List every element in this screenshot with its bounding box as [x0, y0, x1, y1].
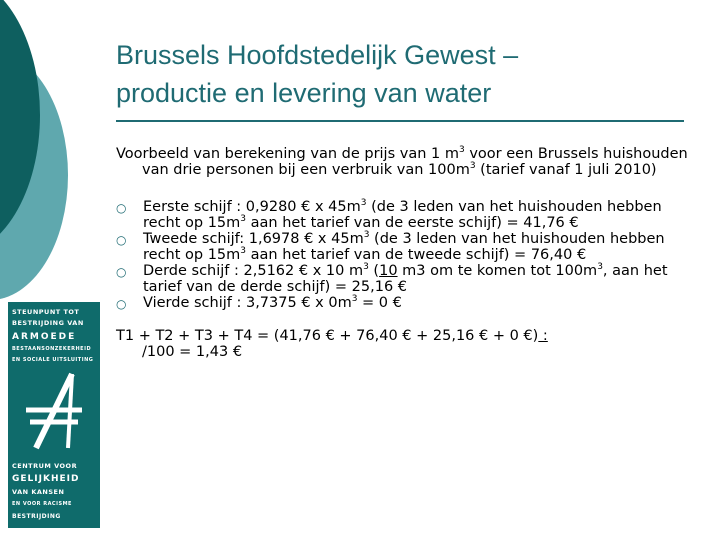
logo-text: EN VOOR RACISME — [12, 501, 72, 507]
circle-bullet-icon: ○ — [116, 201, 127, 215]
total-calculation: T1 + T2 + T3 + T4 = (41,76 € + 76,40 € + 25,16 € + 0 €) : /100 = 1,43 € — [116, 328, 548, 360]
slide-title — [116, 36, 696, 112]
circle-bullet-icon: ○ — [116, 297, 127, 311]
title-divider — [116, 120, 684, 122]
list-item: ○ Derde schijf : 2,5162 € x 10 $m^3$ (10 m3 om te komen tot $100m^3$, aan het tarief van de derde schijf) = 25,16 € — [116, 262, 668, 295]
logo-emblem-icon — [18, 370, 90, 452]
logo-text: BESTRIJDING — [12, 513, 61, 520]
bullet-list — [116, 199, 696, 311]
list-item: ○ Eerste schijf : 0,9280 € x $45m^3$ (de 3 leden van het huishouden hebben recht op $15m^3$ aan het tarief van de eerste schijf) = 41,76 € — [116, 198, 662, 231]
intro-paragraph: Voorbeeld van berekening van de prijs van 1 $m^3$ voor een Brussels huishouden van drie personen bij een verbruik van $100m^3$ (tarief vanaf 1 juli 2010) — [116, 145, 688, 178]
logo-text: BESTAANSONZEKERHEID — [12, 346, 92, 352]
logo-text: STEUNPUNT TOT — [12, 308, 80, 316]
title-line: productie en levering van water — [116, 78, 492, 108]
logo-text: CENTRUM VOOR — [12, 462, 78, 470]
list-item: ○ Vierde schijf : 3,7375 € x $0m^3 = 0$ € — [116, 294, 402, 311]
logo-text: EN SOCIALE UITSLUITING — [12, 357, 94, 363]
logo-text: BESTRIJDING VAN — [12, 319, 84, 327]
logo-text: ARMOEDE — [12, 332, 77, 342]
title-line: Brussels Hoofdstedelijk Gewest – — [116, 40, 519, 70]
circle-bullet-icon: ○ — [116, 233, 127, 247]
logo-text: VAN KANSEN — [12, 488, 65, 496]
slide-body — [116, 146, 696, 360]
circle-bullet-icon: ○ — [116, 265, 127, 279]
logo-text: GELIJKHEID — [12, 474, 80, 484]
list-item: ○ Tweede schijf: 1,6978 € x $45m^3$ (de 3 leden van het huishouden hebben recht op $15m^3$ aan het tarief van de tweede schijf) = 76,40 € — [116, 230, 665, 263]
organization-logo — [8, 302, 100, 528]
